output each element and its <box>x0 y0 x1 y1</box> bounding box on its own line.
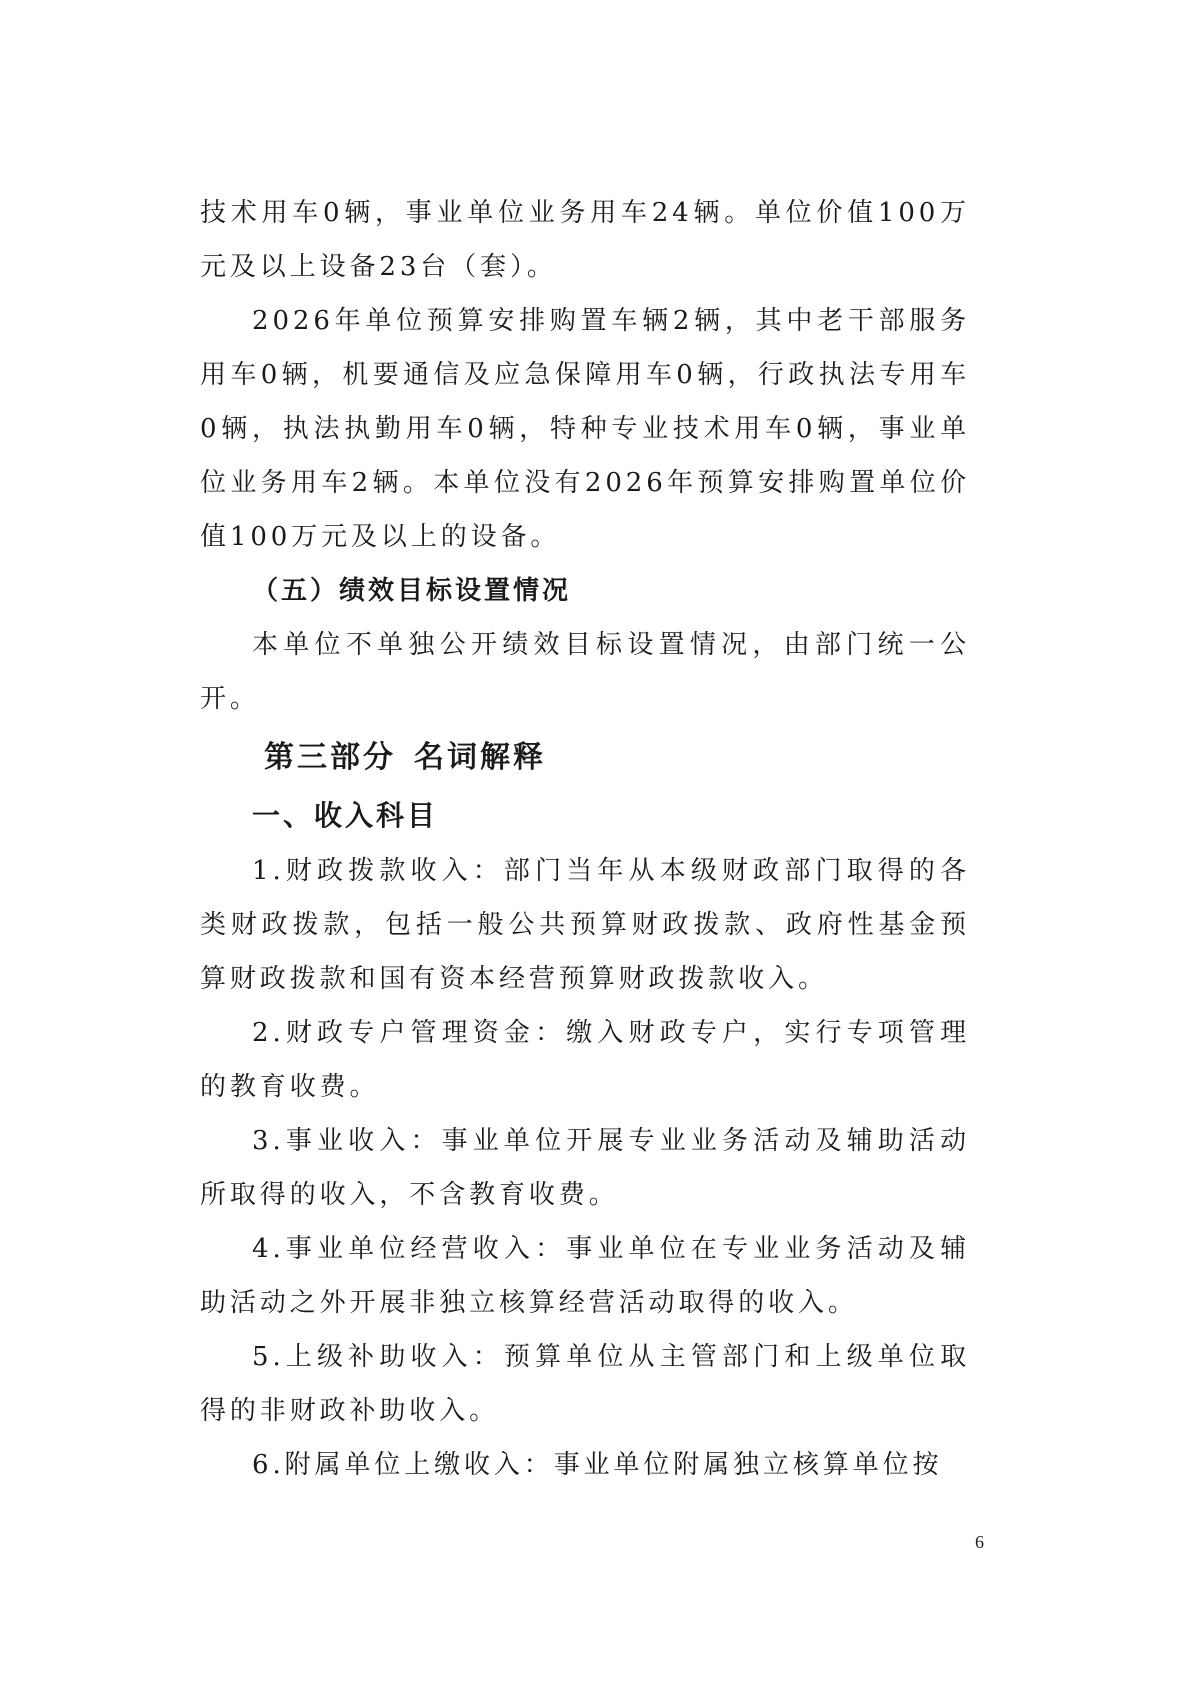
section-income-items-heading: 一、收入科目 <box>252 799 439 832</box>
definition-item: 2.财政专户管理资金：缴入财政专户，实行专项管理的教育收费。 <box>200 1018 970 1102</box>
part-three-label: 第三部分 <box>264 740 396 775</box>
paragraph-performance-targets: 本单位不单独公开绩效目标设置情况，由部门统一公开。 <box>200 630 970 714</box>
part-three-heading <box>200 728 970 788</box>
paragraph-vehicles-summary: 技术用车0辆，事业单位业务用车24辆。单位价值100万元及以上设备23台（套）。 <box>200 198 970 282</box>
definition-item: 1.财政拨款收入：部门当年从本级财政部门取得的各类财政拨款，包括一般公共预算财政拨款、政府性基金预算财政拨款和国有资本经营预算财政拨款收入。 <box>200 856 970 994</box>
definition-item: 6.附属单位上缴收入：事业单位附属独立核算单位按 <box>252 1450 943 1480</box>
definition-item: 5.上级补助收入：预算单位从主管部门和上级单位取得的非财政补助收入。 <box>200 1342 970 1426</box>
subheading-performance-targets: （五）绩效目标设置情况 <box>252 576 572 606</box>
definition-item: 4.事业单位经营收入：事业单位在专业业务活动及辅助活动之外开展非独立核算经营活动取得的收入。 <box>200 1234 970 1318</box>
page-body <box>200 186 970 1492</box>
part-three-title: 名词解释 <box>414 740 546 775</box>
definition-item: 3.事业收入：事业单位开展专业业务活动及辅助活动所取得的收入，不含教育收费。 <box>200 1126 970 1210</box>
page-number: 6 <box>975 1532 984 1552</box>
paragraph-vehicle-purchase-2026: 2026年单位预算安排购置车辆2辆，其中老干部服务用车0辆，机要通信及应急保障用车0辆，行政执法专用车0辆，执法执勤用车0辆，特种专业技术用车0辆，事业单位业务用车2辆。本单位没有2026年预算安排购置单位价值100万元及以上的设备。 <box>200 306 970 552</box>
